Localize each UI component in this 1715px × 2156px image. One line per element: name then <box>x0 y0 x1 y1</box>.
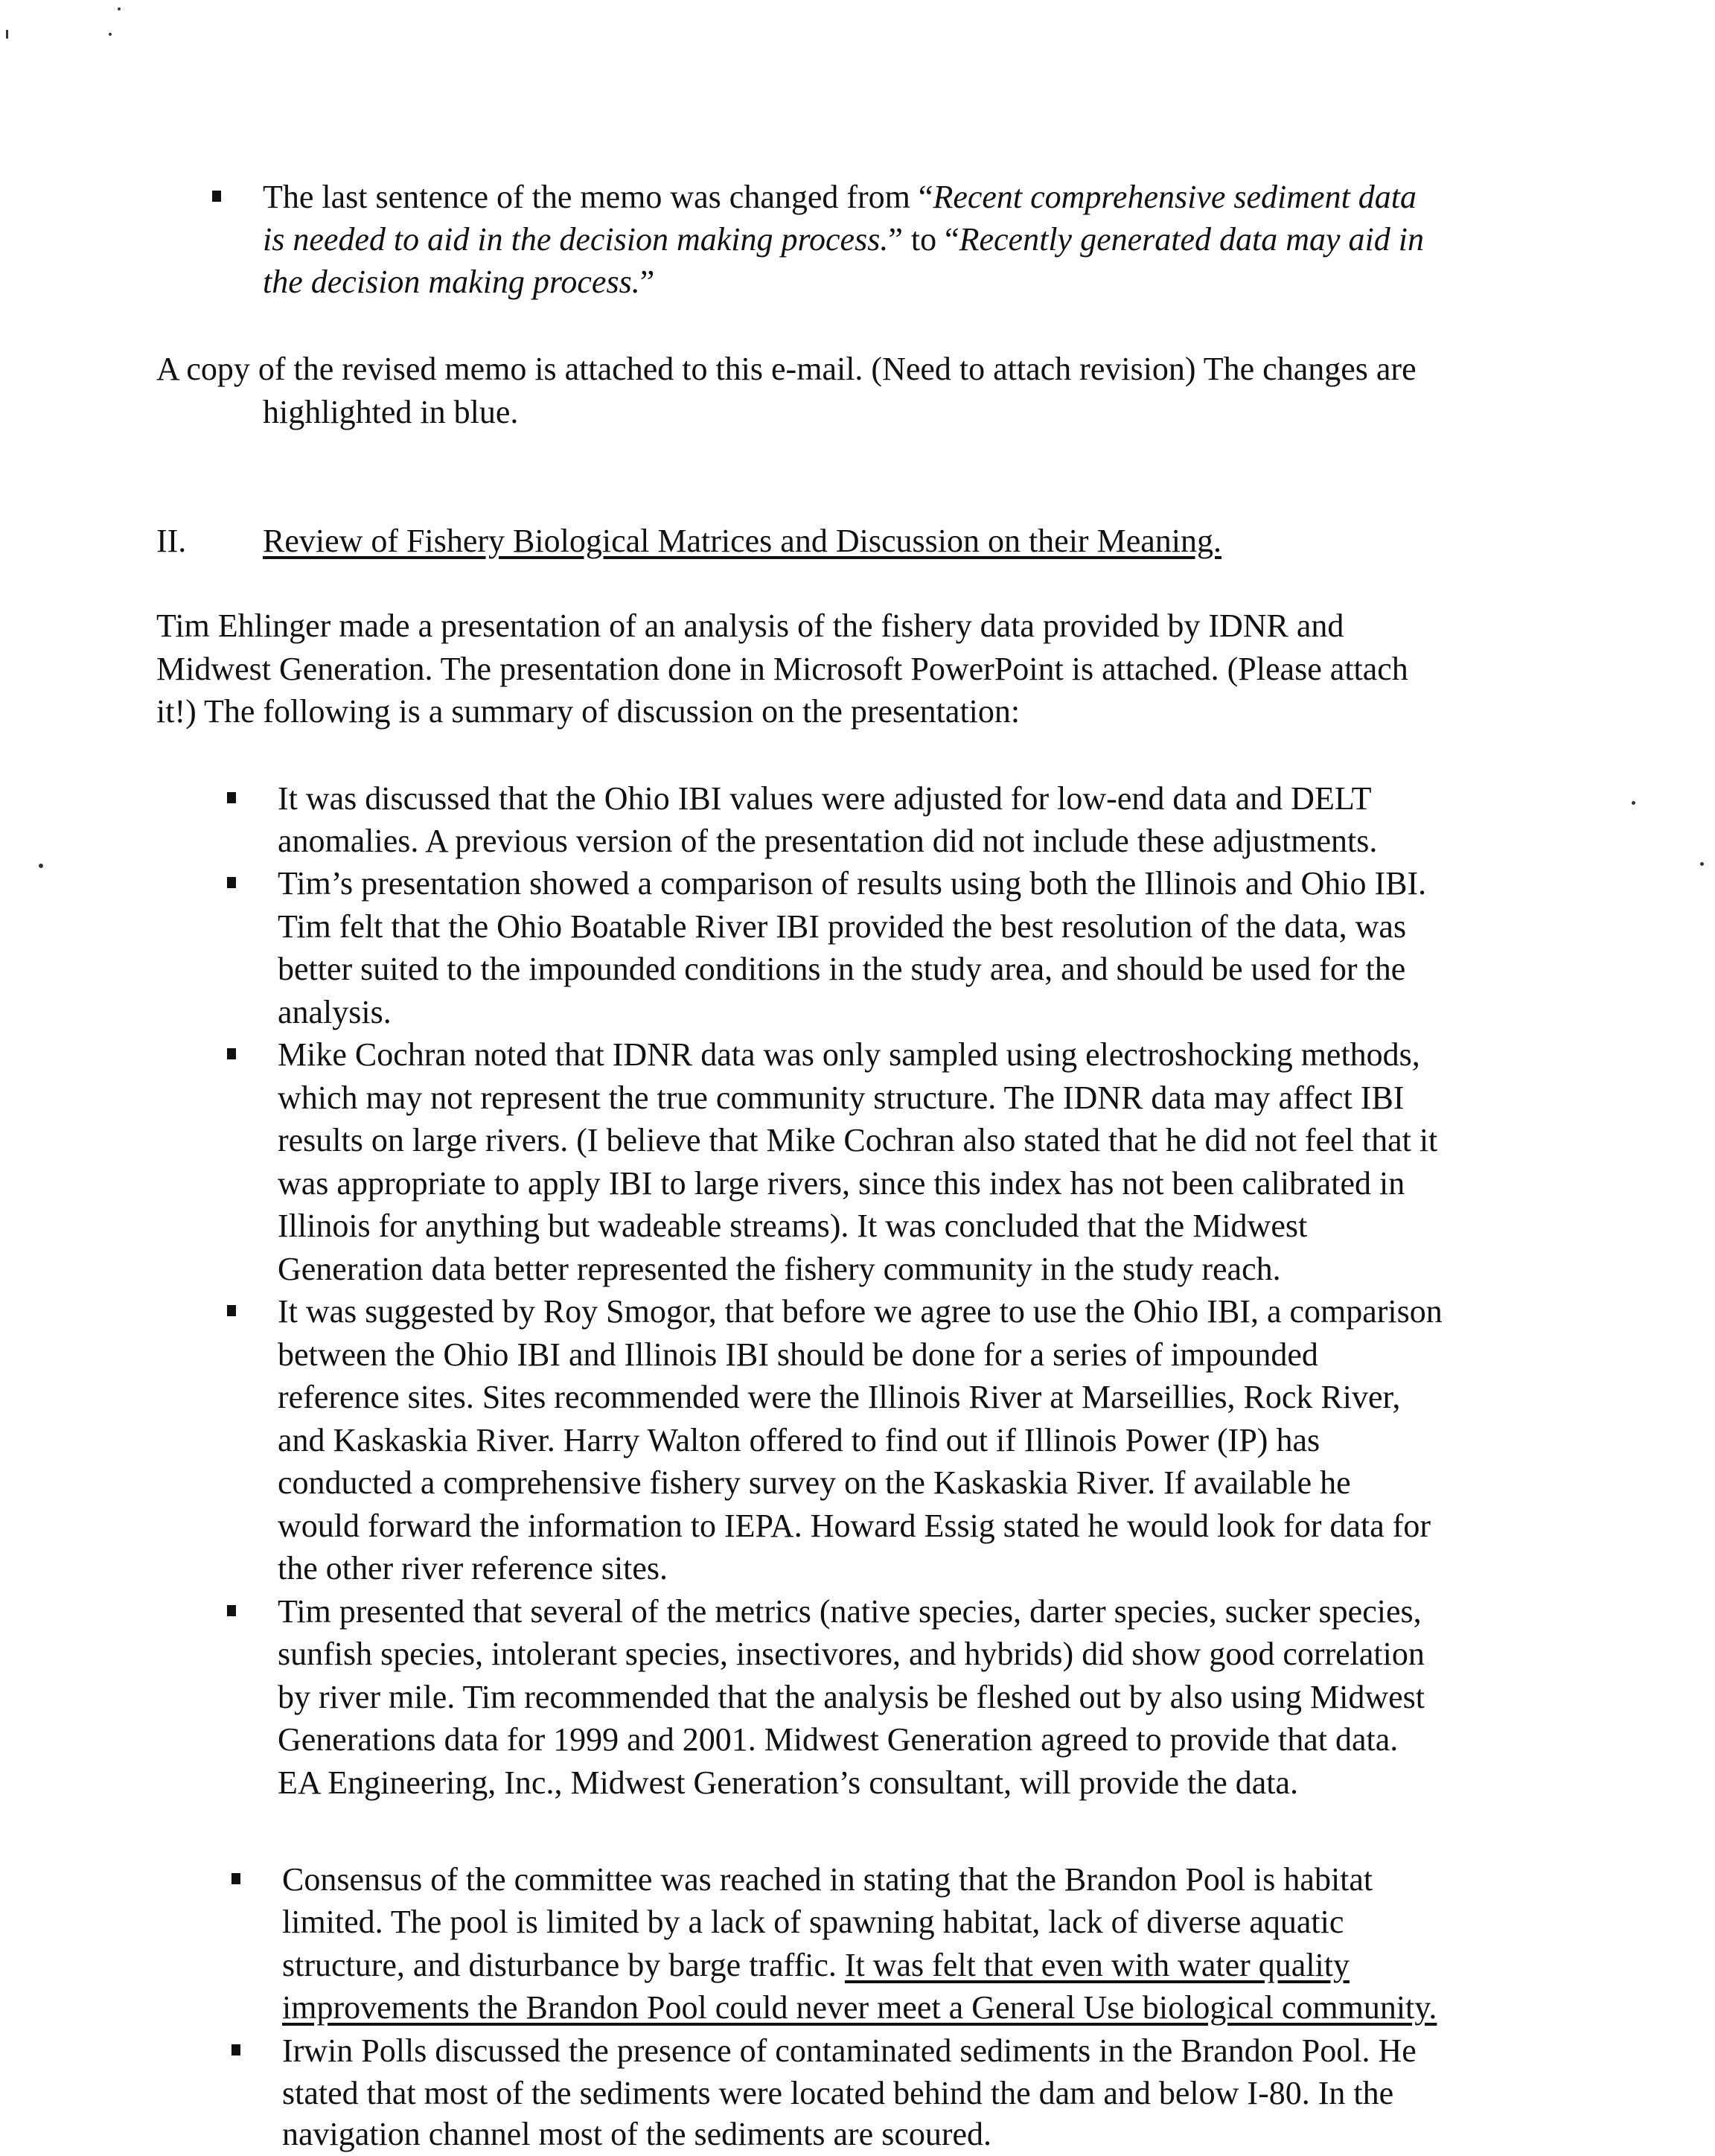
bullet-3-line: Generation data better represented the fishery community in the study reach. <box>278 1251 1281 1287</box>
memo-change-line-1: The last sentence of the memo was changed from “Recent comprehensive sediment data <box>263 179 1417 215</box>
bullet-4-line: would forward the information to IEPA. Howard Essig stated he would look for data for <box>278 1508 1431 1544</box>
bullet-2-line: Tim’s presentation showed a comparison of results using both the Illinois and Ohio IBI. <box>278 865 1427 902</box>
bullet-marker <box>227 877 236 888</box>
bullet-3-line: Illinois for anything but wadeable streams). It was concluded that the Midwest <box>278 1208 1308 1244</box>
memo-change-line-3: the decision making process.” <box>263 264 655 300</box>
bullet-2-line: better suited to the impounded conditions in the study area, and should be used for the <box>278 951 1406 987</box>
bullet-marker <box>227 1048 236 1059</box>
bullet-7-line: stated that most of the sediments were located behind the dam and below I-80. In the <box>282 2075 1394 2111</box>
bullet-4-line: It was suggested by Roy Smogor, that before we agree to use the Ohio IBI, a comparison <box>278 1293 1443 1330</box>
scan-speck <box>39 864 43 868</box>
bullet-3-line: which may not represent the true community structure. The IDNR data may affect IBI <box>278 1079 1405 1116</box>
scan-speck <box>1700 862 1704 866</box>
revised-memo-para-line-2: highlighted in blue. <box>263 394 519 430</box>
bullet-6-line: Consensus of the committee was reached in stating that the Brandon Pool is habitat <box>282 1861 1373 1898</box>
bullet-4-line: conducted a comprehensive fishery survey on the Kaskaskia River. If available he <box>278 1464 1351 1501</box>
scan-speck <box>1632 801 1635 805</box>
scan-speck <box>118 7 121 10</box>
scan-speck <box>109 33 112 36</box>
bullet-4-line: between the Ohio IBI and Illinois IBI should be done for a series of impounded <box>278 1336 1318 1373</box>
bullet-6-line-underlined: improvements the Brandon Pool could never meet a General Use biological community. <box>282 1989 1437 2026</box>
bullet-1-line: anomalies. A previous version of the presentation did not include these adjustments. <box>278 823 1378 859</box>
bullet-marker <box>231 2044 240 2055</box>
section-heading: Review of Fishery Biological Matrices and Discussion on their Meaning. <box>263 523 1221 559</box>
section-number: II. <box>156 523 187 559</box>
bullet-5-line: EA Engineering, Inc., Midwest Generation’s consultant, will provide the data. <box>278 1764 1299 1801</box>
bullet-6-line: structure, and disturbance by barge traffic. It was felt that even with water quality <box>282 1947 1350 1983</box>
bullet-3-line: results on large rivers. (I believe that Mike Cochran also stated that he did not feel that it <box>278 1122 1438 1158</box>
intro-line-2: Midwest Generation. The presentation done in Microsoft PowerPoint is attached. (Please attach <box>156 651 1408 687</box>
bullet-4-line: and Kaskaskia River. Harry Walton offered to find out if Illinois Power (IP) has <box>278 1422 1320 1458</box>
bullet-4-line: the other river reference sites. <box>278 1550 668 1586</box>
bullet-5-line: Generations data for 1999 and 2001. Midwest Generation agreed to provide that data. <box>278 1721 1399 1758</box>
bullet-4-line: reference sites. Sites recommended were the Illinois River at Marseillies, Rock River, <box>278 1379 1401 1415</box>
bullet-marker <box>227 1305 236 1316</box>
bullet-2-line: analysis. <box>278 994 392 1030</box>
intro-line-1: Tim Ehlinger made a presentation of an analysis of the fishery data provided by IDNR and <box>156 607 1344 644</box>
bullet-7-line: Irwin Polls discussed the presence of contaminated sediments in the Brandon Pool. He <box>282 2032 1417 2069</box>
bullet-marker <box>212 191 221 202</box>
bullet-3-line: was appropriate to apply IBI to large rivers, since this index has not been calibrated in <box>278 1165 1405 1202</box>
bullet-5-line: by river mile. Tim recommended that the analysis be fleshed out by also using Midwest <box>278 1679 1425 1715</box>
bullet-7-line: navigation channel most of the sediments are scoured. <box>282 2116 992 2152</box>
bullet-2-line: Tim felt that the Ohio Boatable River IBI provided the best resolution of the data, was <box>278 908 1407 945</box>
revised-memo-para-line-1: A copy of the revised memo is attached to this e-mail. (Need to attach revision) The changes are <box>156 351 1417 387</box>
intro-line-3: it!) The following is a summary of discussion on the presentation: <box>156 693 1021 730</box>
bullet-3-line: Mike Cochran noted that IDNR data was only sampled using electroshocking methods, <box>278 1036 1420 1073</box>
bullet-marker <box>227 1605 236 1616</box>
bullet-5-line: sunfish species, intolerant species, insectivores, and hybrids) did show good correlation <box>278 1636 1425 1672</box>
scan-speck <box>6 30 8 39</box>
bullet-marker <box>227 792 236 803</box>
bullet-6-line: limited. The pool is limited by a lack of spawning habitat, lack of diverse aquatic <box>282 1904 1344 1940</box>
memo-change-line-2: is needed to aid in the decision making process.” to “Recently generated data may aid in <box>263 221 1424 258</box>
bullet-5-line: Tim presented that several of the metrics (native species, darter species, sucker species, <box>278 1593 1422 1630</box>
bullet-marker <box>231 1873 240 1884</box>
bullet-1-line: It was discussed that the Ohio IBI values were adjusted for low-end data and DELT <box>278 780 1372 817</box>
